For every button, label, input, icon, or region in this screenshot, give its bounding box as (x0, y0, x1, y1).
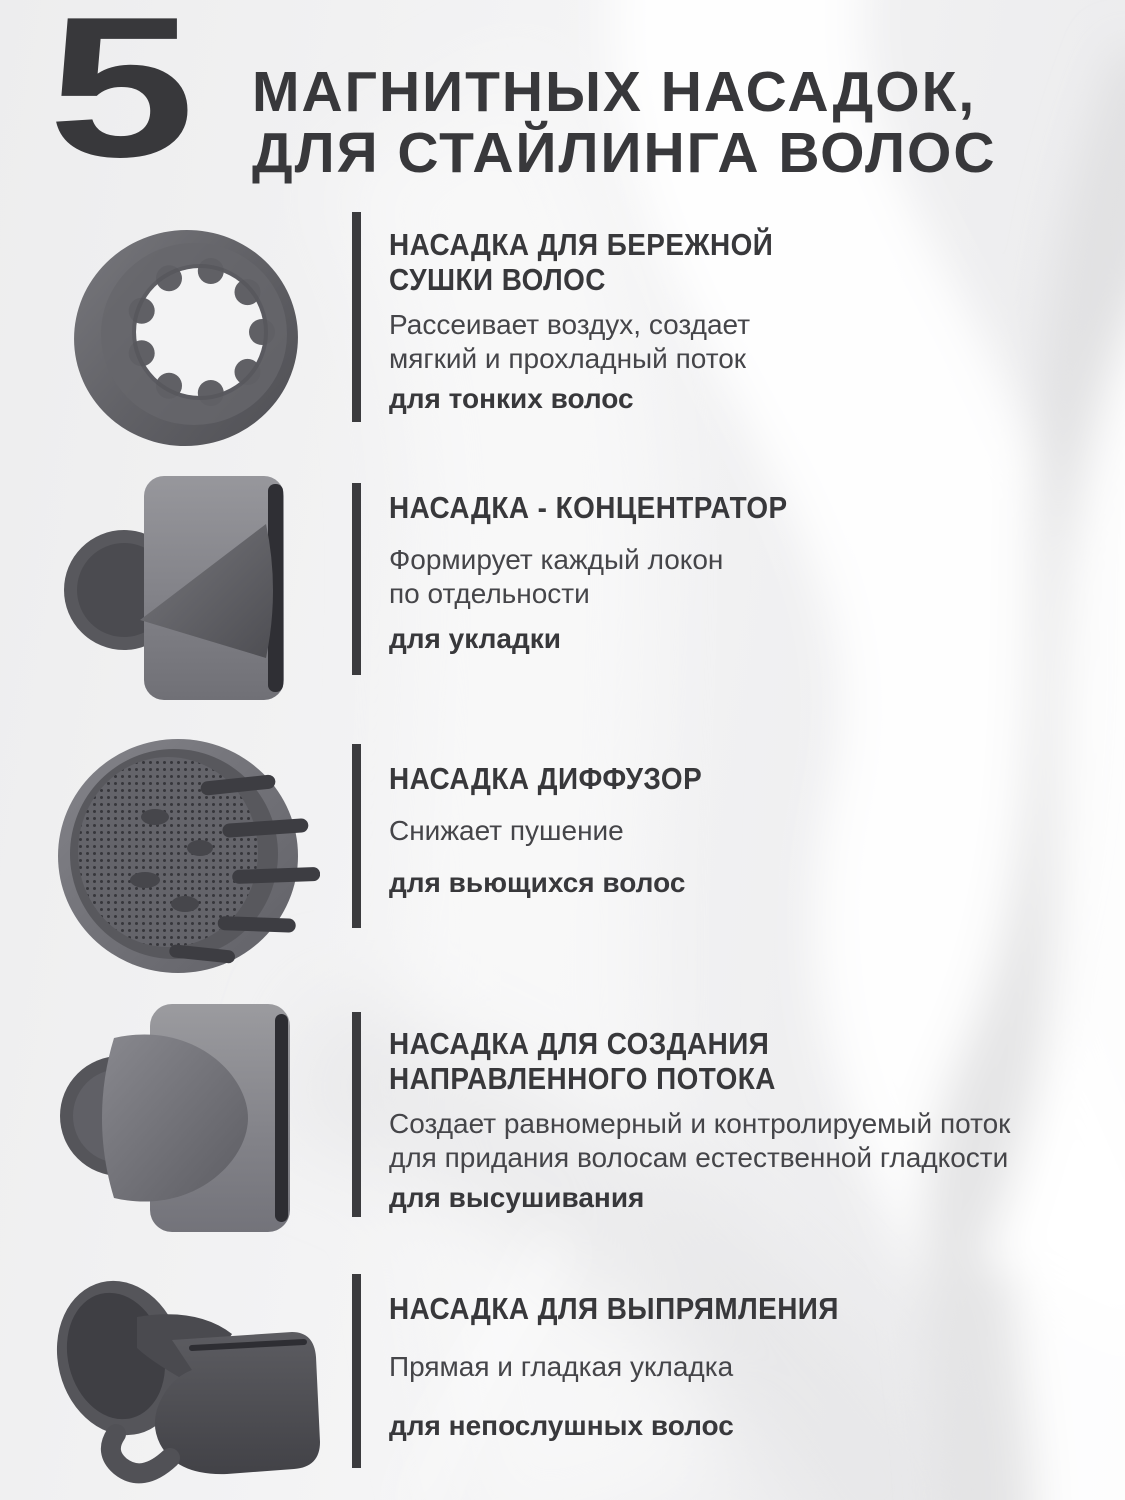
description-line: Создает равномерный и контролируемый поток (389, 1108, 1011, 1139)
title-line: СУШКИ ВОЛОС (389, 262, 606, 297)
section-directed-flow-suitable: для высушивания (389, 1182, 645, 1213)
section-directed-flow (352, 1012, 1010, 1217)
section-diffuser-title (389, 761, 702, 796)
diffuser-nozzle-image (50, 732, 320, 982)
section-straightening-suitable: для непослушных волос (389, 1410, 734, 1441)
section-concentrator-suitable: для укладки (389, 623, 561, 654)
section-concentrator-description (389, 543, 832, 611)
section-gentle-dry-description (389, 308, 816, 376)
concentrator-nozzle-image (52, 468, 322, 708)
title-line: НАПРАВЛЕННОГО ПОТОКА (389, 1061, 776, 1096)
section-diffuser (352, 744, 737, 928)
description-line: Снижает пушение (389, 815, 624, 846)
section-gentle-dry-title (389, 227, 773, 297)
description-line: Рассеивает воздух, создает (389, 309, 751, 340)
title-line: НАСАДКА ДЛЯ ВЫПРЯМЛЕНИЯ (389, 1291, 839, 1326)
description-line: Формирует каждый локон (389, 544, 724, 575)
section-directed-flow-description (389, 1107, 1010, 1175)
description-line: мягкий и прохладный поток (389, 343, 747, 374)
section-gentle-dry-suitable: для тонких волос (389, 383, 634, 414)
section-straightening (352, 1274, 889, 1468)
section-straightening-description (389, 1350, 889, 1384)
section-directed-flow-title (389, 1026, 948, 1096)
description-line: по отдельности (389, 578, 590, 609)
description-line: Прямая и гладкая укладка (389, 1351, 734, 1382)
section-gentle-dry (352, 212, 816, 422)
section-diffuser-suitable: для вьющихся волос (389, 867, 686, 898)
page-title-line1: МАГНИТНЫХ НАСАДОК, (252, 60, 977, 125)
attachment-count: 5 (48, 0, 195, 199)
directed-flow-nozzle-image (52, 998, 322, 1238)
gentle-dry-ring-nozzle-image (58, 222, 323, 457)
section-concentrator (352, 483, 832, 675)
title-line: НАСАДКА ДЛЯ БЕРЕЖНОЙ (389, 227, 774, 262)
section-concentrator-title (389, 490, 788, 525)
section-diffuser-description (389, 814, 737, 848)
description-line: для придания волосам естественной гладкости (389, 1142, 1009, 1173)
straightening-nozzle-image (42, 1262, 337, 1497)
title-line: НАСАДКА - КОНЦЕНТРАТОР (389, 490, 788, 525)
page-title (252, 62, 997, 184)
title-line: НАСАДКА ДИФФУЗОР (389, 761, 703, 796)
page-title-line2: ДЛЯ СТАЙЛИНГА ВОЛОС (252, 121, 997, 186)
title-line: НАСАДКА ДЛЯ СОЗДАНИЯ (389, 1026, 770, 1061)
section-straightening-title (389, 1291, 839, 1326)
